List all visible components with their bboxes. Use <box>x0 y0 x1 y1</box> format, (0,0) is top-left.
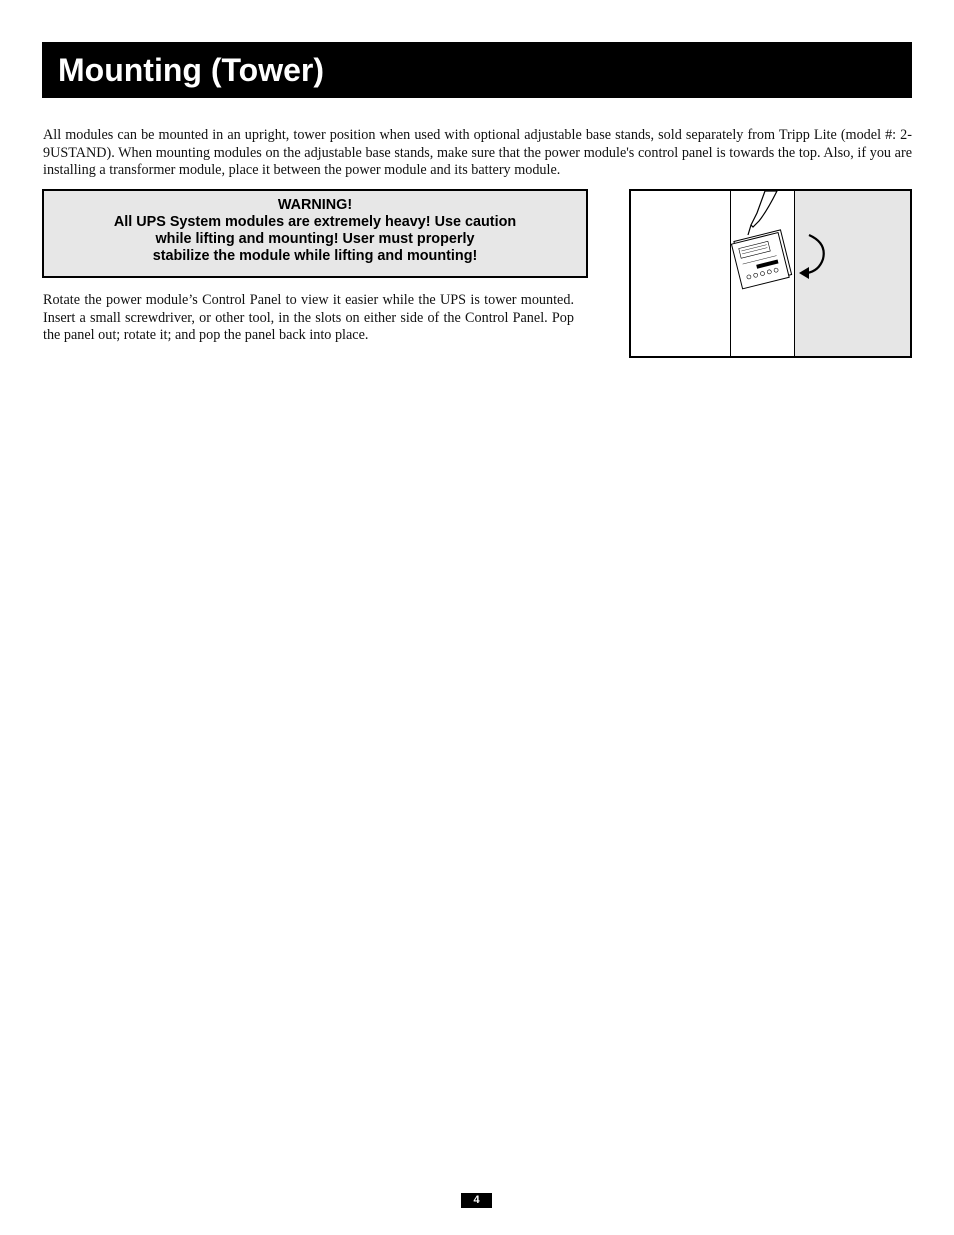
control-panel-illustration <box>629 189 912 358</box>
intro-paragraph: All modules can be mounted in an upright, tower position when used with optional adjustable base stands, sold separately from Tripp Lite (model #: 2-9USTAND). When mounting modules on the adjustable base stands, make sure that the power module's control panel is towards the top. Also, if you are installing a transformer module, place it between the power module and its battery module. <box>43 127 912 179</box>
rotate-instructions: Rotate the power module’s Control Panel to view it easier while the UPS is tower mounted. Insert a small screwdriver, or other tool, in the slots on either side of the Control Panel. Pop the panel out; rotate it; and pop the panel back into place. <box>43 292 574 344</box>
page-number: 4 <box>461 1193 492 1208</box>
control-panel-icon <box>731 230 792 289</box>
warning-line: stabilize the module while lifting and mounting! <box>152 248 478 264</box>
screwdriver-icon <box>748 191 777 235</box>
module-side-panel <box>794 191 910 356</box>
warning-line: while lifting and mounting! User must properly <box>155 231 475 247</box>
page-title: Mounting (Tower) <box>42 42 912 98</box>
warning-heading: WARNING! <box>277 197 353 213</box>
warning-line: All UPS System modules are extremely heavy! Use caution <box>113 214 517 230</box>
illustration-drawing <box>631 191 910 356</box>
warning-box <box>42 189 588 278</box>
